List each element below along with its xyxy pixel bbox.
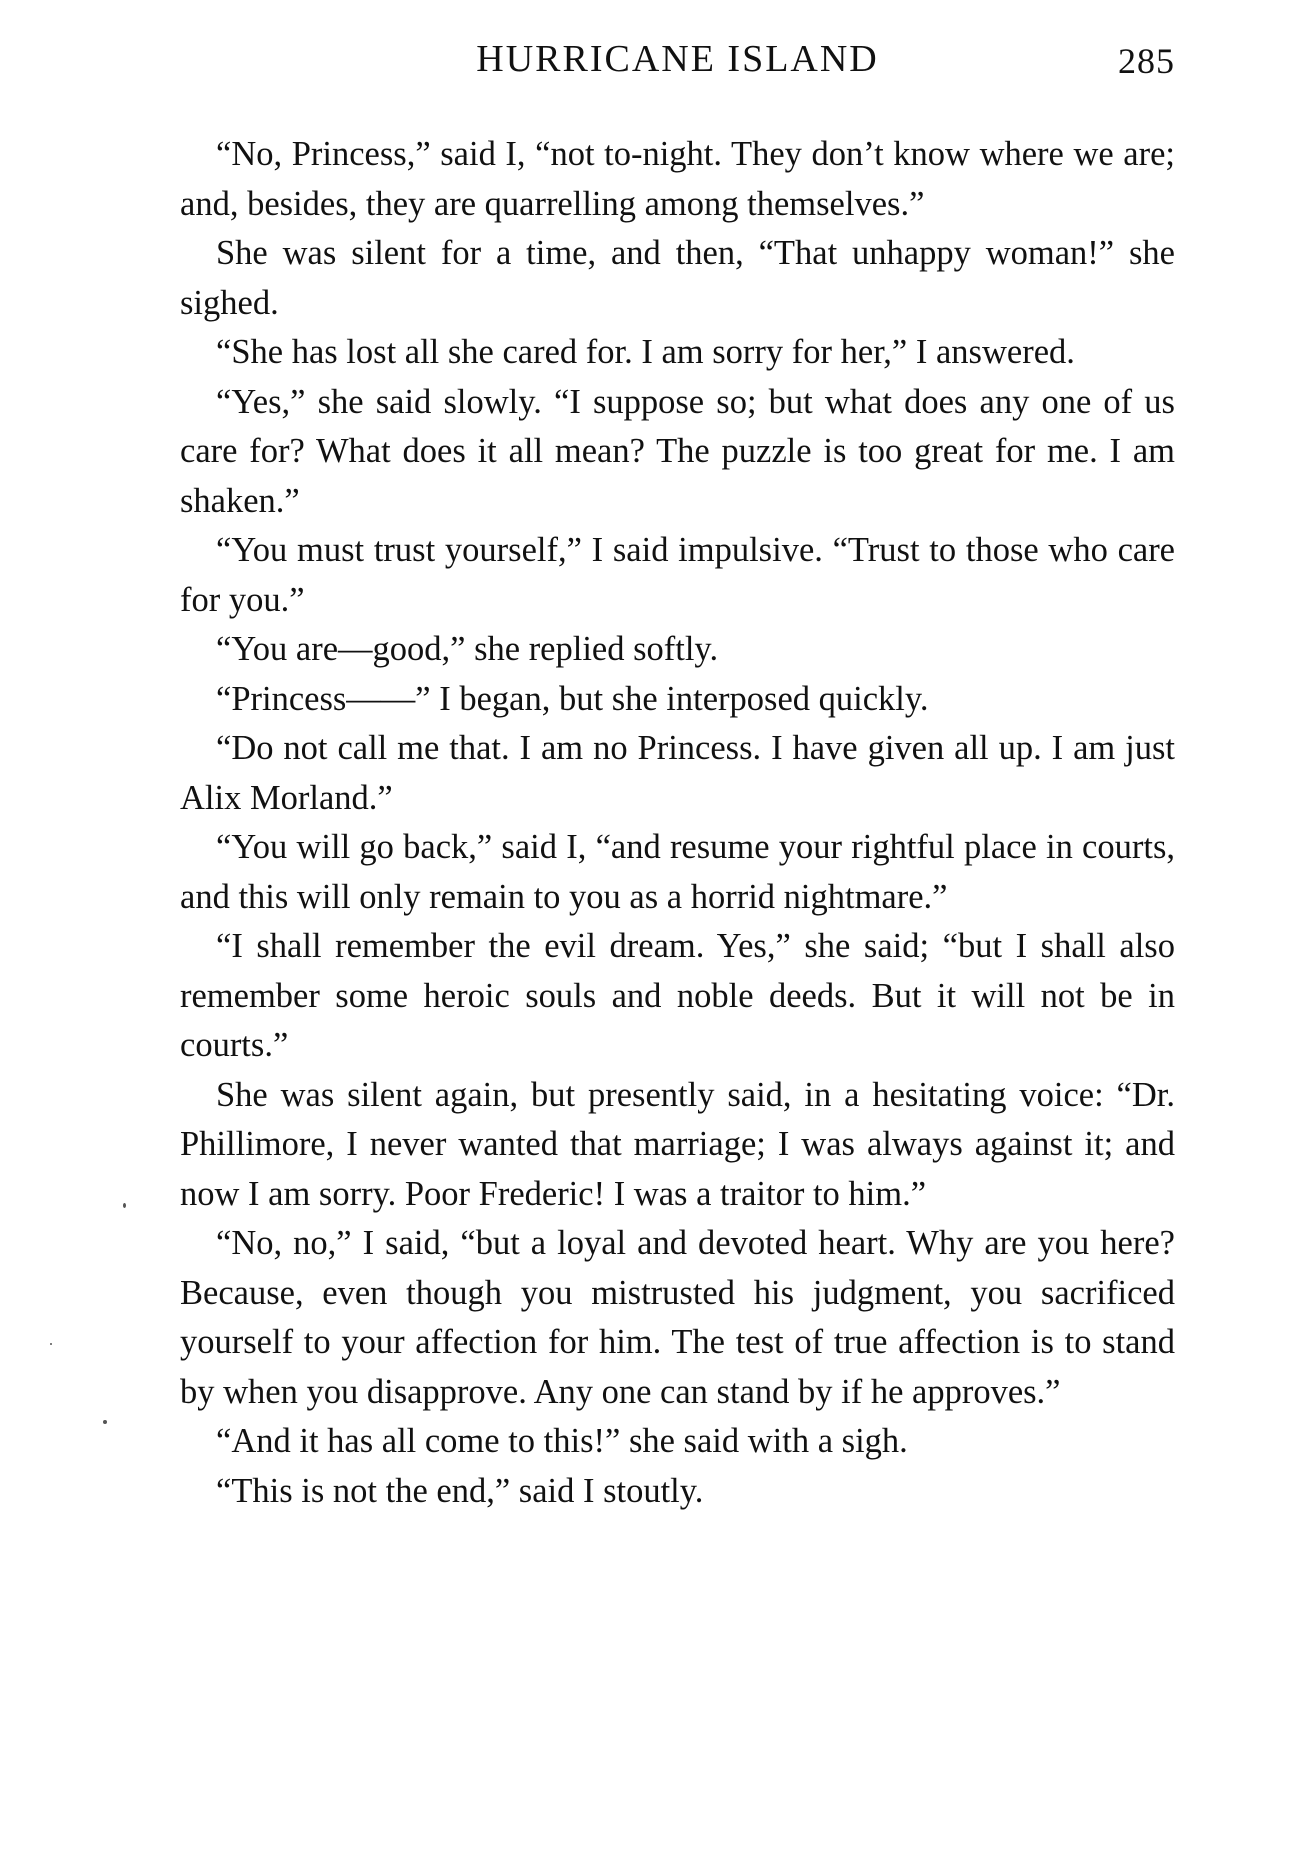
paragraph: “And it has all come to this!” she said with a sigh.	[216, 1422, 908, 1460]
paragraph: “I shall remember the evil dream. Yes,” she said; “but I shall also remember some heroic souls and noble deeds. But it will not be in courts.”	[180, 927, 1175, 1064]
paragraph: “Do not call me that. I am no Princess. I have given all up. I am just Alix Morland.”	[180, 729, 1175, 817]
paragraph: “You will go back,” said I, “and resume your rightful place in courts, and this will only remain to you as a horrid nightmare.”	[180, 828, 1175, 916]
paragraph: “You must trust yourself,” I said impulsive. “Trust to those who care for you.”	[180, 531, 1175, 619]
paragraph: She was silent again, but presently said, in a hesitating voice: “Dr. Phillimore, I never wanted that marriage; I was always against it; and now I am sorry. Poor Frederic! I was a traitor to him.”	[180, 1075, 1175, 1213]
page-number: 285	[1118, 41, 1175, 81]
running-title: HURRICANE ISLAND	[476, 38, 879, 80]
body-text	[180, 130, 1175, 1516]
paragraph: “This is not the end,” said I stoutly.	[216, 1471, 704, 1510]
paragraph: “No, Princess,” said I, “not to-night. They don’t know where we are; and, besides, they are quarrelling among themselves.”	[180, 135, 1175, 223]
scan-speck	[103, 1420, 107, 1424]
scan-speck	[123, 1203, 126, 1208]
paragraph: She was silent for a time, and then, “That unhappy woman!” she sighed.	[180, 234, 1175, 322]
paragraph: “No, no,” I said, “but a loyal and devoted heart. Why are you here? Because, even though you mistrusted his judgment, you sacrificed yourself to your affection for him. The test of true affection is to stand by when you disapprove. Any one can stand by if he approves.”	[180, 1224, 1175, 1411]
paragraph: “Yes,” she said slowly. “I suppose so; but what does any one of us care for? What does it all mean? The puzzle is too great for me. I am shaken.”	[180, 382, 1175, 520]
paragraph: “She has lost all she cared for. I am sorry for her,” I answered.	[216, 333, 1075, 371]
paragraph: “You are—good,” she replied softly.	[216, 630, 719, 668]
paragraph: “Princess——” I began, but she interposed quickly.	[216, 679, 929, 718]
scan-speck	[50, 1343, 52, 1345]
running-header	[180, 34, 1175, 84]
